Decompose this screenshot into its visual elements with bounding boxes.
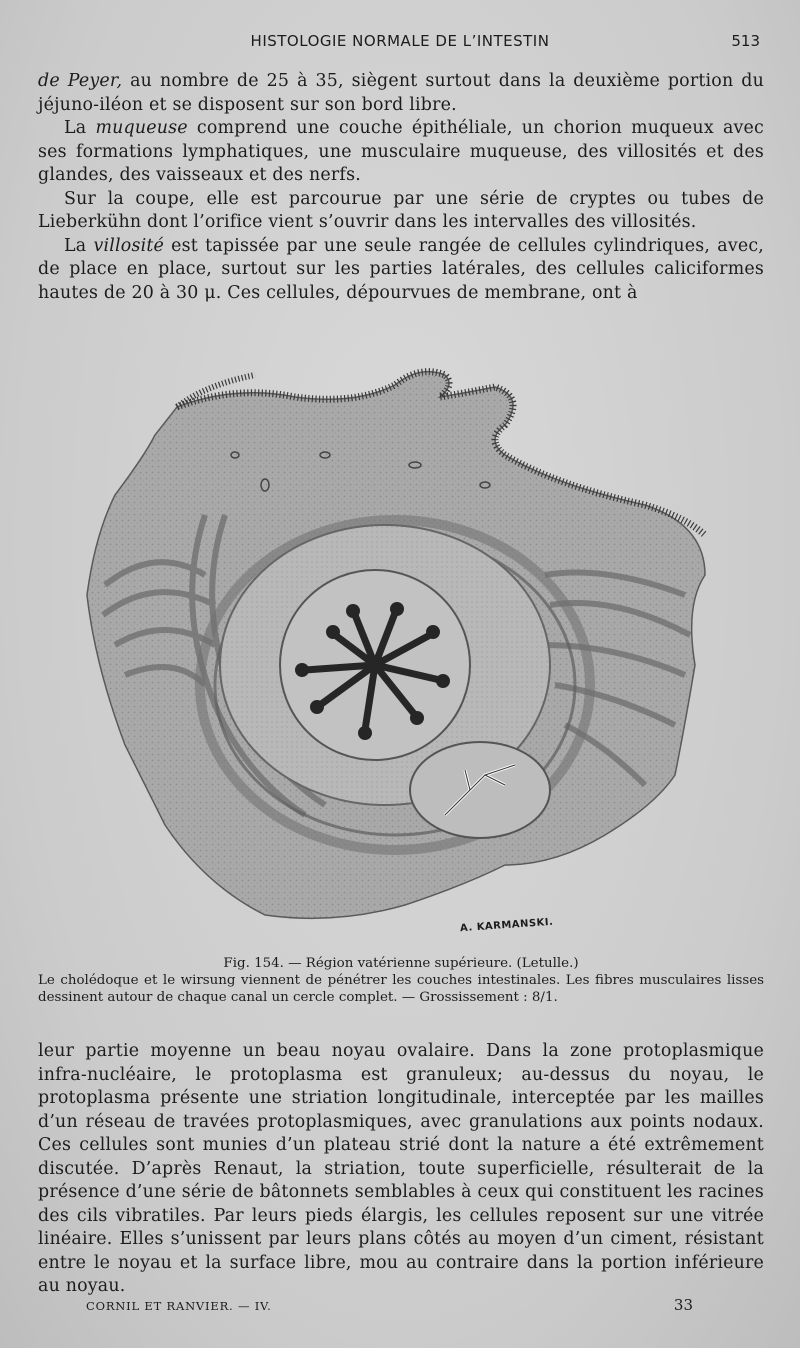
bottom-text-block [38,1040,764,1299]
peyer-term: de Peyer, [38,71,123,91]
signature-mark: 33 [673,1296,693,1314]
paragraph-muqueuse [38,117,764,188]
villosite-text: est tapissée par une seule rangée de cellules cylindriques, avec, de place en place, surtout sur les parties latérales, des cellules caliciformes hautes de 20 à 30 μ. Ces cellules, dépourvues de membrane, ont à [38,235,765,303]
muqueuse-lead: La [64,118,96,138]
paragraph-peyer [38,70,764,117]
muqueuse-text: comprend une couche épithéliale, un chorion muqueux avec ses formations lymphatiques, une musculaire muqueuse, des villosités et des glandes, des vaisseaux et des nerfs. [38,118,764,185]
running-title: HISTOLOGIE NORMALE DE L’INTESTIN [250,32,550,50]
caption-body: Le cholédoque et le wirsung viennent de pénétrer les couches intestinales. Les fibres musculaires lisses dessinent autour de chaque canal un cercle complet. — Grossissement : 8/1. [38,973,764,1005]
histology-illustration [85,345,717,935]
running-head [38,32,762,54]
figure-caption [38,955,764,1006]
page-number: 513 [731,32,760,50]
paragraph-continuation: leur partie moyenne un beau noyau ovalaire. Dans la zone protoplasmique infra-nucléaire, le protoplasma est granuleux; au-dessus du noyau, le protoplasma présente une striation longitudinale, interceptée par les mailles d’un réseau de travées protoplasmiques, avec granulations aux points nodaux. Ces cellules sont munies d’un plateau strié dont la nature a été extrêmement discutée. D’après Renaut, la striation, toute superficielle, résulterait de la présence d’une série de bâtonnets semblables à ceux qui constituent les racines des cils vibratiles. Par leurs pieds élargis, les cellules reposent sur une vitrée linéaire. Elles s’unissent par leurs plans côtés au moyen d’un ciment, résistant entre le noyau et la surface libre, mou au contraire dans la portion inférieure au noyau. [38,1041,764,1296]
villosite-term: villosité [93,235,165,256]
peyer-text: au nombre de 25 à 35, siègent surtout dans la deuxième portion du jéjuno-iléon et se disposent sur son bord libre. [38,71,764,115]
footer-book-title: CORNIL ET RANVIER. — IV. [86,1299,272,1313]
caption-title: Fig. 154. — Région vatérienne supérieure. (Letulle.) [223,956,579,971]
top-text-block [38,70,764,305]
wirsung-duct [410,742,550,838]
muqueuse-term: muqueuse [95,118,188,138]
artist-signature: A. KARMANSKI. [459,916,554,935]
page-footer [86,1296,693,1316]
histology-figure [85,345,717,935]
paragraph-villosite [38,235,764,306]
paragraph-coupe: Sur la coupe, elle est parcourue par une série de cryptes ou tubes de Lieberkühn dont l’orifice vient s’ouvrir dans les intervalles des villosités. [38,188,764,232]
villosite-lead: La [64,235,94,256]
